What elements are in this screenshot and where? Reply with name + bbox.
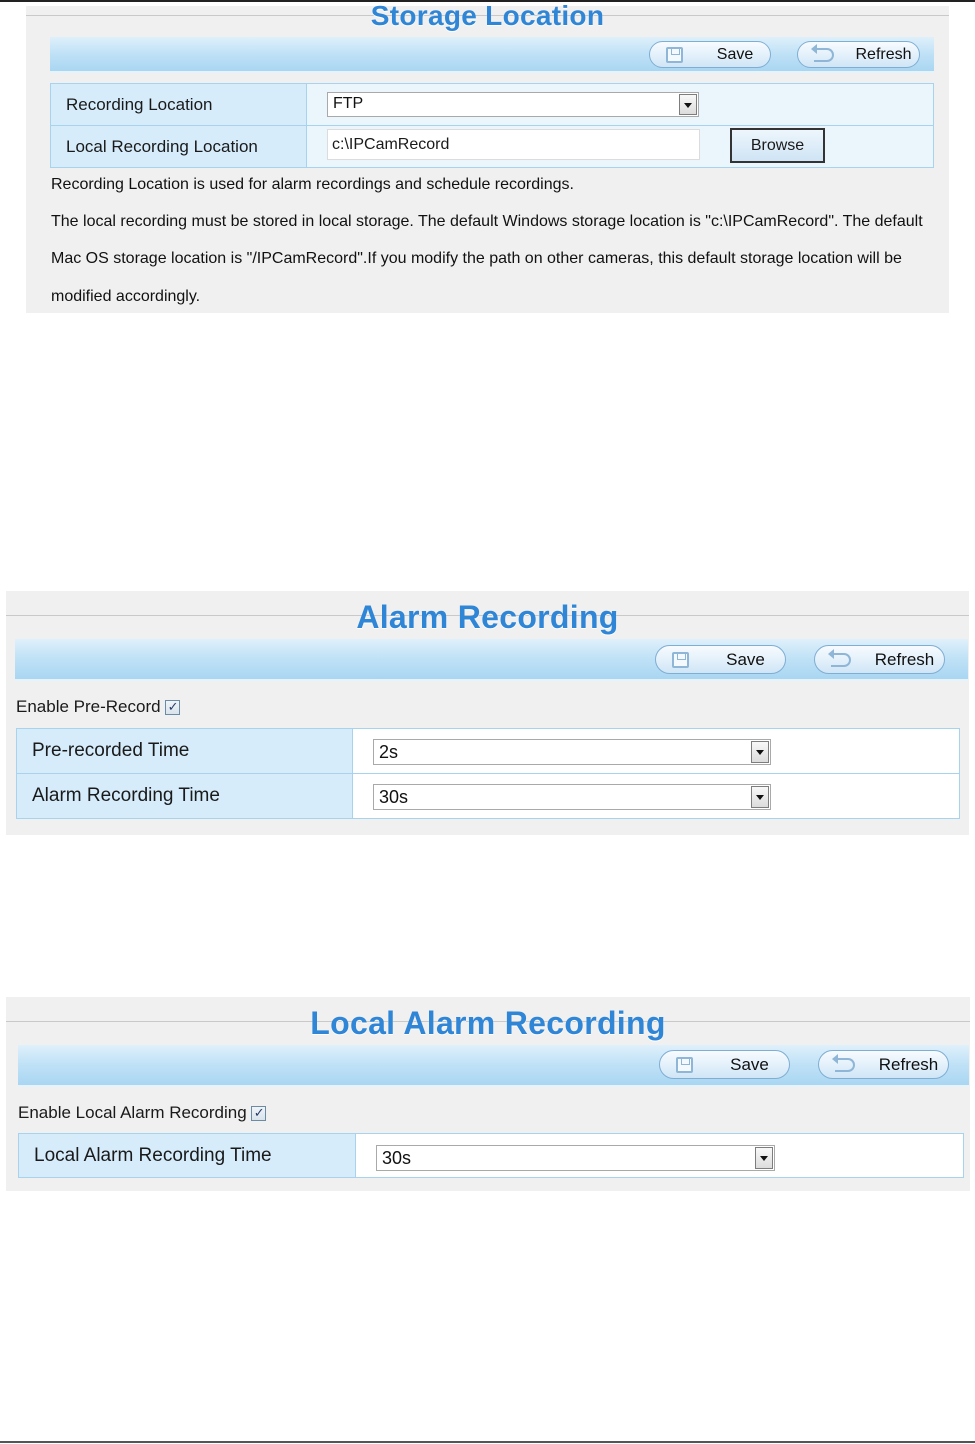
browse-button-label: Browse xyxy=(750,136,805,154)
dropdown-arrow-icon[interactable] xyxy=(679,94,697,115)
enable-local-alarm-recording-label: Enable Local Alarm Recording xyxy=(18,1103,247,1122)
save-button[interactable] xyxy=(649,41,771,68)
local-recording-location-input[interactable] xyxy=(327,129,700,160)
alarm-recording-time-value: 30s xyxy=(379,787,409,807)
save-button[interactable] xyxy=(655,645,786,674)
pre-recorded-time-value: 2s xyxy=(379,742,399,762)
local-alarm-recording-time-select[interactable] xyxy=(376,1145,775,1171)
dropdown-arrow-icon[interactable] xyxy=(751,741,769,763)
enable-pre-record-checkbox[interactable] xyxy=(165,700,180,715)
storage-location-title: Storage Location xyxy=(370,0,605,31)
enable-local-alarm-recording-row xyxy=(18,1103,266,1123)
refresh-icon xyxy=(831,653,851,667)
save-icon xyxy=(666,47,683,63)
refresh-button-label: Refresh xyxy=(855,45,912,63)
alarm-recording-time-label-cell xyxy=(17,774,353,819)
pre-recorded-time-label-cell xyxy=(17,729,353,774)
refresh-button-label: Refresh xyxy=(874,649,935,669)
refresh-button-label: Refresh xyxy=(878,1054,939,1074)
refresh-button[interactable] xyxy=(818,1050,949,1079)
enable-pre-record-row xyxy=(16,697,180,717)
alarm-recording-panel xyxy=(6,591,969,835)
browse-button[interactable] xyxy=(730,128,825,163)
storage-note-2: The local recording must be stored in local storage. The default Windows storage location is "c:\IPCamRecord". The default xyxy=(51,213,923,230)
save-icon xyxy=(672,652,689,668)
pre-recorded-time-label: Pre-recorded Time xyxy=(32,740,190,761)
refresh-icon xyxy=(835,1058,855,1072)
save-button-label: Save xyxy=(716,45,754,63)
local-recording-location-label: Local Recording Location xyxy=(66,136,258,156)
refresh-button[interactable] xyxy=(814,645,945,674)
alarm-recording-time-select[interactable] xyxy=(373,784,771,810)
enable-pre-record-label: Enable Pre-Record xyxy=(16,697,161,716)
dropdown-arrow-icon[interactable] xyxy=(755,1147,773,1169)
local-alarm-recording-time-value: 30s xyxy=(382,1148,412,1168)
save-button-label: Save xyxy=(726,649,765,669)
alarm-recording-time-label: Alarm Recording Time xyxy=(32,785,220,806)
storage-toolbar xyxy=(50,37,934,73)
bottom-page-rule xyxy=(0,1441,975,1443)
pre-recorded-time-select[interactable] xyxy=(373,739,771,765)
save-icon xyxy=(676,1057,693,1073)
refresh-button[interactable] xyxy=(797,41,920,68)
enable-local-alarm-recording-checkbox[interactable] xyxy=(251,1106,266,1121)
alarm-toolbar xyxy=(15,639,968,681)
local-alarm-toolbar xyxy=(18,1045,969,1087)
recording-location-value: FTP xyxy=(333,95,364,112)
storage-location-panel xyxy=(26,0,949,313)
save-button[interactable] xyxy=(659,1050,790,1079)
save-button-label: Save xyxy=(730,1054,769,1074)
recording-location-select[interactable] xyxy=(327,92,699,117)
recording-location-label-cell xyxy=(51,84,307,126)
storage-note-4: modified accordingly. xyxy=(51,288,201,305)
alarm-recording-title: Alarm Recording xyxy=(356,599,619,635)
local-alarm-recording-panel xyxy=(6,997,970,1191)
local-alarm-recording-title: Local Alarm Recording xyxy=(310,1005,666,1041)
local-recording-location-label-cell xyxy=(51,126,307,168)
refresh-icon xyxy=(814,48,834,62)
storage-note-3: Mac OS storage location is "/IPCamRecord".If you modify the path on other cameras, this default storage location will be xyxy=(51,250,902,267)
recording-location-label: Recording Location xyxy=(66,94,213,114)
local-recording-location-value: c:\IPCamRecord xyxy=(332,135,450,153)
local-alarm-recording-time-label: Local Alarm Recording Time xyxy=(34,1144,272,1166)
storage-note-1: Recording Location is used for alarm recordings and schedule recordings. xyxy=(51,176,574,193)
dropdown-arrow-icon[interactable] xyxy=(751,786,769,808)
local-alarm-recording-time-label-cell xyxy=(19,1134,356,1178)
